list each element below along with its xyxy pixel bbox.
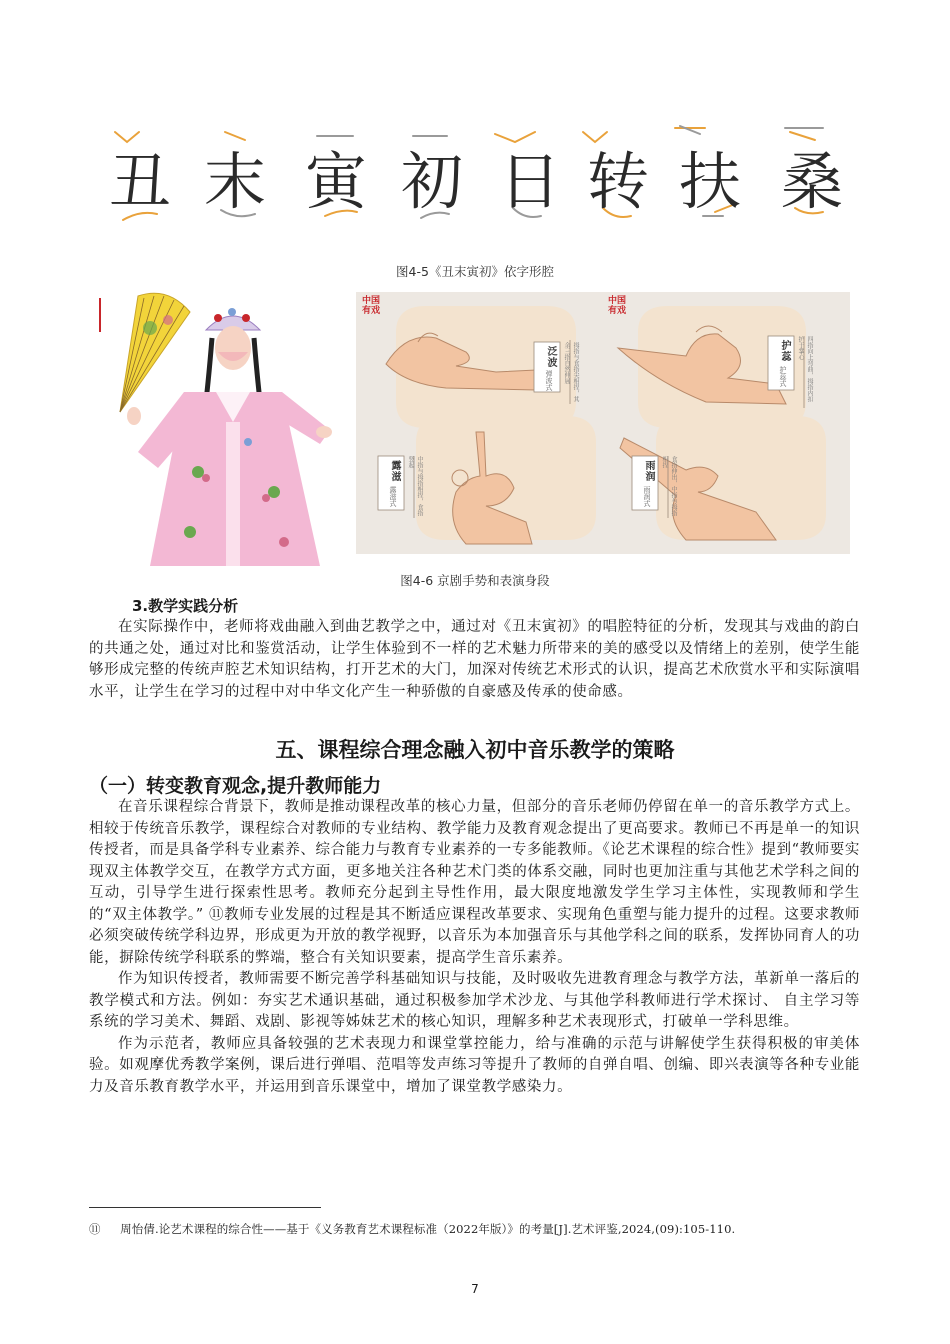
hand-gestures-illustration [356, 292, 850, 554]
gesture-2-subtitle: 护蕊式 [779, 366, 787, 387]
gesture-3-note: 中指与拇指相捏，食指竖起 [407, 456, 423, 516]
figure-4-5-caption: 图4-5《丑末寅初》依字形腔 [396, 264, 554, 279]
opera-performer-photo [98, 292, 336, 566]
brand-watermark-a: 中国 有戏 [362, 296, 381, 316]
subsection-1-body [89, 797, 860, 1098]
section-5-heading: 五、课程综合理念融入初中音乐教学的策略 [275, 738, 675, 762]
banner-char-5: 日 [498, 145, 561, 218]
body-paragraph-3: 作为示范者，教师应具备较强的艺术表现力和课堂掌控能力，给与准确的示范与讲解使学生获得积极的审美体验。如观摩优秀教学案例，课后进行弹唱、范唱等发声练习等提升了教师的自弹自唱、创编、即兴表演等各种专业能力及音乐教育教学水平，并运用到音乐课堂中，增加了课堂教学感染力。 [89, 1035, 860, 1095]
page-number: 7 [471, 1282, 479, 1296]
banner-char-2: 末 [203, 145, 266, 218]
hand-gesture-panel [356, 292, 850, 554]
banner-char-6: 转 [586, 145, 649, 218]
gesture-4-note: 食指伸出，中指与拇指相捏 [661, 456, 677, 516]
section-3-paragraph: 在实际操作中，老师将戏曲融入到曲艺教学之中，通过对《丑末寅初》的唱腔特征的分析，发现其与戏曲的韵白的共通之处，通过对比和鉴赏活动，让学生体验到不一样的艺术魅力所带来的美的感受以及情绪上的差别，使学生能够形成完整的传统声腔艺术知识结构，打开艺术的大门，加深对传统艺术形式的认识，提高艺术欣赏水平和实际演唱水平，让学生在学习的过程中对中华文化产生一种骄傲的自豪感及传承的使命感。 [89, 619, 860, 700]
subsection-1-heading: （一）转变教育观念,提升教师能力 [89, 775, 382, 797]
footnote [89, 1221, 889, 1237]
gesture-3-subtitle: 露滋式 [389, 486, 397, 507]
gesture-1-name: 泛波 [545, 346, 556, 368]
footnote-text: 周怡倩.论艺术课程的综合性——基于《义务教育艺术课程标准（2022年版）》的考量[J].艺术评鉴,2024,(09):105-110. [120, 1222, 736, 1236]
banner-char-7: 扶 [678, 145, 741, 218]
gesture-1-note: 拇指与食指尖相捏，其余三指自然伸展 [563, 342, 579, 402]
footnote-marker: ⑪ [89, 1222, 101, 1236]
figure-4-6-caption: 图4-6 京剧手势和表演身段 [400, 573, 550, 588]
gesture-3-name: 露滋 [389, 460, 400, 482]
brand-watermark-b: 中国 有戏 [608, 296, 627, 316]
banner-char-1: 丑 [108, 145, 171, 218]
gesture-2-note: 四指向上弯曲，拇指内扣护于掌心 [797, 336, 813, 402]
footnote-rule [89, 1207, 321, 1208]
gesture-2-name: 护蕊 [779, 340, 790, 362]
gesture-1-subtitle: 弹波式 [545, 370, 553, 391]
banner-char-8: 桑 [780, 145, 843, 218]
body-paragraph-2: 作为知识传授者，教师需要不断完善学科基础知识与技能，及时吸收先进教育理念与教学方法，革新单一落后的教学模式和方法。例如：夯实艺术通识基础，通过积极参加学术沙龙、与其他学科教师进行学术探讨、 自主学习等系统的学习美术、舞蹈、戏剧、影视等姊妹艺术的核心知识，理解多种艺术表现形式，打破单一学科思维。 [89, 971, 860, 1030]
figure-4-5-banner [95, 120, 843, 240]
banner-char-4: 初 [400, 145, 463, 218]
section-3-heading: 3.教学实践分析 [132, 597, 239, 615]
gesture-4-name: 雨润 [643, 460, 654, 482]
banner-char-3: 寅 [304, 145, 367, 218]
gesture-4-subtitle: 雨润式 [643, 486, 651, 507]
body-paragraph-1: 在音乐课程综合背景下，教师是推动课程改革的核心力量，但部分的音乐老师仍停留在单一的音乐教学方式上。相较于传统音乐教学，课程综合对教师的专业结构、教学能力及教育观念提出了更高要求。教师已不再是单一的知识传授者，而是具备学科专业素养、综合能力与教育专业素养的一专多能教师。《论艺术课程的综合性》提到“教师要实现双主体教学交互，在教学方式方面，更多地关注各种艺术门类的体系交融，同时也更加注重与其他艺术学科之间的互动，引导学生进行探索性思考。教师充分起到主导性作用，最大限度地激发学生学习主体性，实现教师和学生的“双主体教学。” ⑪教师专业发展的过程是其不断适应课程改革要求、实现角色重塑与能力提升的过程。这要求教师必须突破传统学科边界，形成更为开放的教学视野，以音乐为本加强音乐与其他学科之间的联系，发挥协同育人的功能，摒除传统学科联系的弊端，整合有关知识要素，提高学生音乐素养。 [89, 799, 860, 966]
